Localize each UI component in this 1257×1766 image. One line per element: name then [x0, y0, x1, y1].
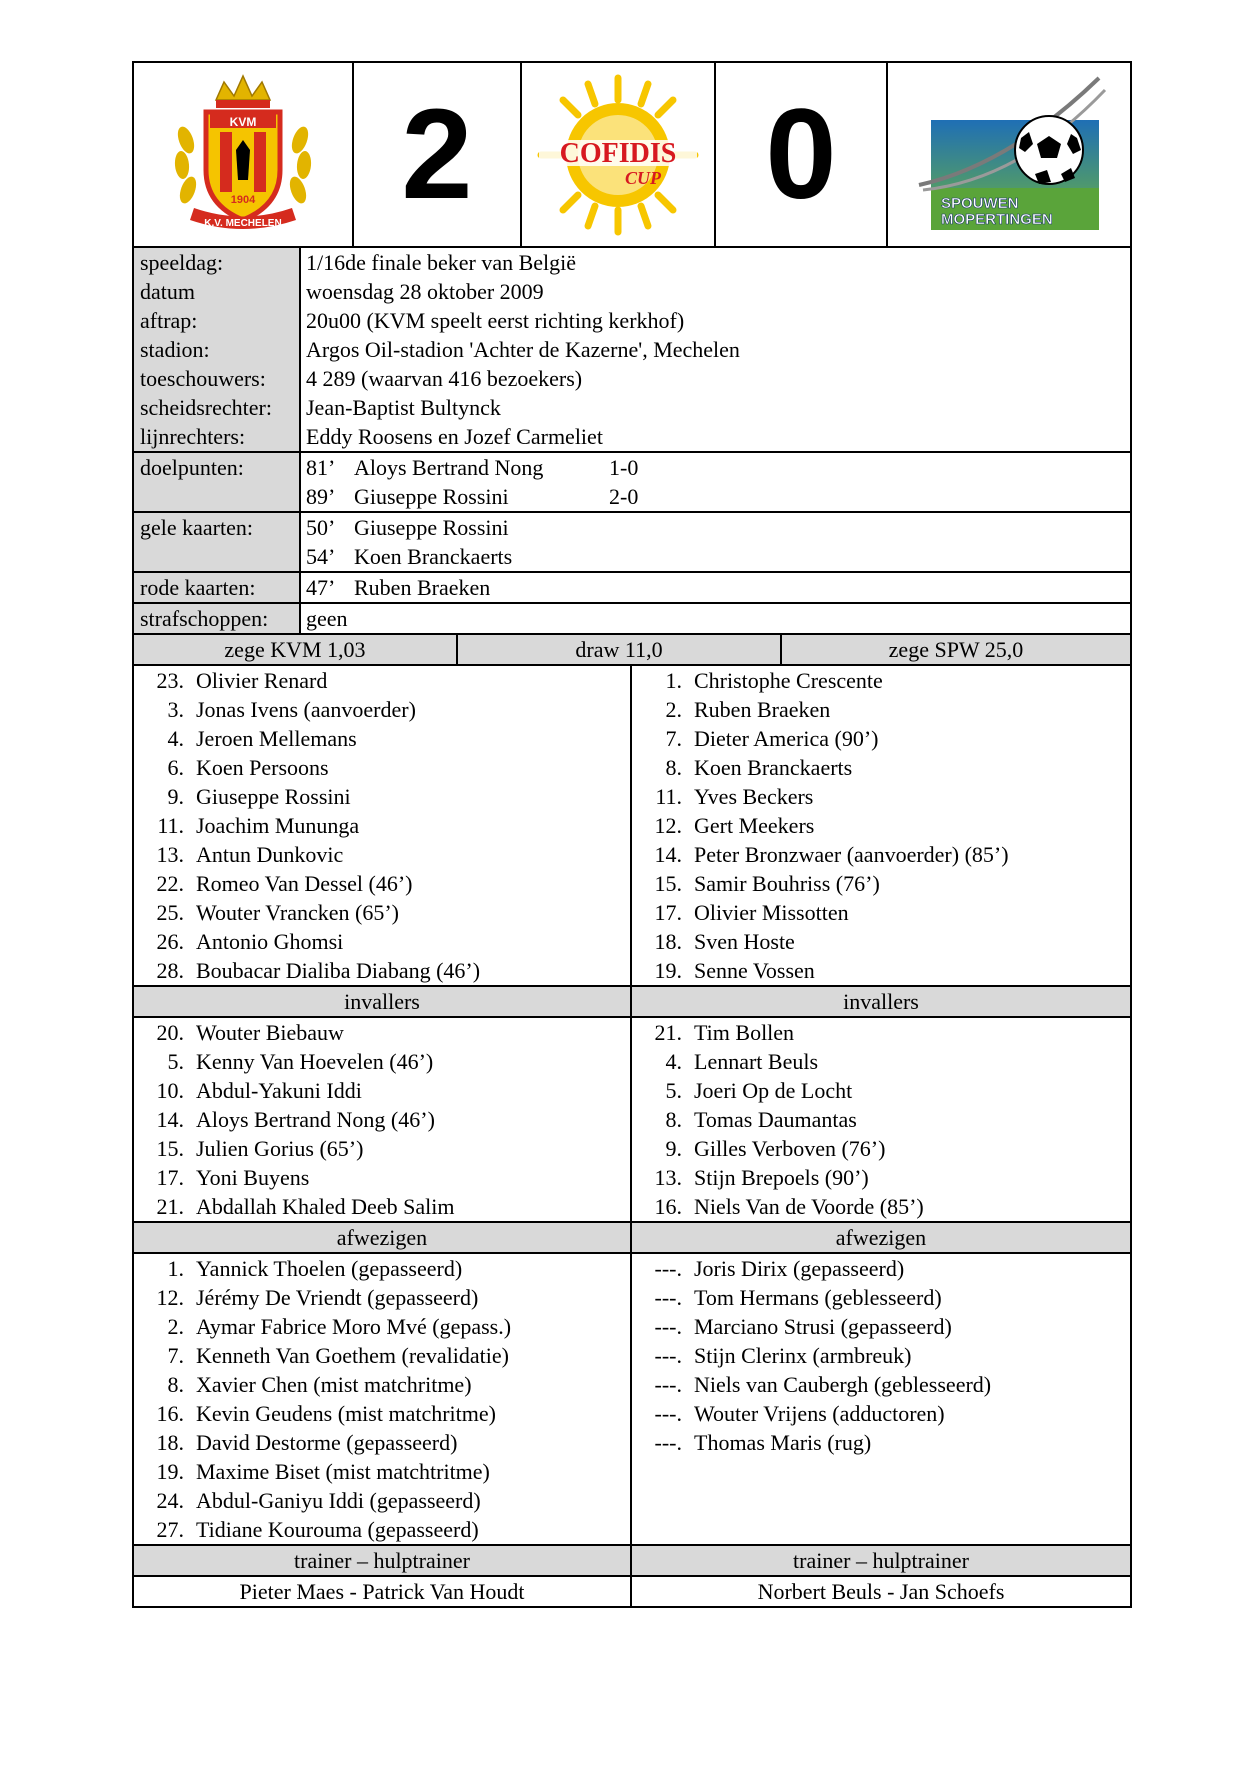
lineup-row: [632, 898, 1130, 927]
player-number: 16.: [654, 1194, 682, 1219]
player-number: 11.: [655, 784, 682, 809]
lineup-row: [134, 666, 630, 695]
player-number: 18.: [654, 929, 682, 954]
sub-row: [632, 1105, 1130, 1134]
kvm-crest-top-text: KVM: [229, 114, 257, 129]
player-number: 11.: [157, 813, 184, 838]
player-name: Giuseppe Rossini: [196, 784, 351, 809]
player-name: [694, 1457, 1130, 1486]
player-number: 28.: [156, 958, 184, 983]
player-name: Wouter Vrijens (adductoren): [694, 1401, 945, 1426]
player-number: 15.: [156, 1136, 184, 1161]
absent-row: [134, 1428, 630, 1457]
spouwen-mopertingen-logo-icon: [909, 70, 1109, 240]
player-number: 21.: [654, 1020, 682, 1045]
player-name: [694, 1515, 1130, 1544]
absent-row: [632, 1254, 1130, 1283]
player-number: ---.: [654, 1430, 682, 1455]
player-name: Gert Meekers: [694, 813, 815, 838]
player-name: Tomas Daumantas: [694, 1107, 857, 1132]
trainer-header: [134, 1546, 1130, 1577]
goals-label-cell: [134, 453, 301, 511]
player-name: Maxime Biset (mist matchtritme): [196, 1459, 490, 1484]
player-number: [632, 1486, 694, 1515]
card-minute: 47’: [306, 575, 336, 600]
player-number: 5.: [665, 1078, 682, 1103]
cofidis-cup-logo-icon: [533, 70, 703, 240]
player-number: 2.: [665, 697, 682, 722]
info-label: speeldag:: [140, 250, 224, 275]
player-name: Stijn Clerinx (armbreuk): [694, 1343, 912, 1368]
player-name: Koen Branckaerts: [694, 755, 853, 780]
info-label: datum: [140, 279, 195, 304]
general-info-group: [134, 248, 1130, 453]
player-number: 10.: [156, 1078, 184, 1103]
player-name: Wouter Vrancken (65’): [196, 900, 399, 925]
absent-row: [632, 1312, 1130, 1341]
player-name: Joris Dirix (gepasseerd): [694, 1256, 905, 1281]
lineup-row: [632, 956, 1130, 985]
absent-row: [134, 1254, 630, 1283]
info-label: aftrap:: [140, 308, 198, 333]
score-header: [134, 63, 1130, 248]
player-number: 9.: [665, 1136, 682, 1161]
sub-row: [134, 1134, 630, 1163]
penalties-label: strafschoppen:: [140, 606, 269, 631]
player-number: 16.: [156, 1401, 184, 1426]
away-lineup: [632, 666, 1130, 985]
player-name: Yves Beckers: [694, 784, 814, 809]
penalties-label-cell: [134, 604, 301, 633]
player-number: 17.: [654, 900, 682, 925]
absent-row: [632, 1399, 1130, 1428]
player-number: [632, 1515, 694, 1544]
player-name: Boubacar Dialiba Diabang (46’): [196, 958, 481, 983]
info-value-attendance: 4 289 (waarvan 416 bezoekers): [306, 366, 583, 391]
player-name: Yoni Buyens: [196, 1165, 310, 1190]
goal-scorer: Giuseppe Rossini: [354, 484, 509, 509]
card-minute: 54’: [306, 544, 336, 569]
sub-row: [632, 1047, 1130, 1076]
absent-row: [632, 1515, 1130, 1544]
odds-home: zege KVM 1,03: [134, 635, 458, 664]
player-number: 2.: [167, 1314, 184, 1339]
player-number: 21.: [156, 1194, 184, 1219]
away-score: 0: [765, 82, 837, 226]
yellow-card-row: [306, 542, 1130, 571]
player-name: Kenneth Van Goethem (revalidatie): [196, 1343, 509, 1368]
player-name: Romeo Van Dessel (46’): [196, 871, 413, 896]
red-label-cell: [134, 573, 301, 602]
yellow-label-cell: [134, 513, 301, 571]
info-label: toeschouwers:: [140, 366, 266, 391]
away-subs: [632, 1018, 1130, 1221]
info-value-stadium: Argos Oil-stadion 'Achter de Kazerne', Mechelen: [306, 337, 740, 362]
player-number: 13.: [654, 1165, 682, 1190]
absent-row: [134, 1312, 630, 1341]
general-info-labels: [134, 248, 301, 451]
penalties-value: geen: [306, 606, 348, 631]
player-number: 20.: [156, 1020, 184, 1045]
absent-row: [134, 1399, 630, 1428]
info-value-linesmen: Eddy Roosens en Jozef Carmeliet: [306, 424, 603, 449]
sub-row: [632, 1076, 1130, 1105]
player-name: Senne Vossen: [694, 958, 815, 983]
goal-score: 1-0: [609, 455, 639, 480]
sub-row: [134, 1163, 630, 1192]
player-number: 12.: [654, 813, 682, 838]
player-name: Niels van Caubergh (geblesseerd): [694, 1372, 992, 1397]
lineup-row: [632, 869, 1130, 898]
player-name: Sven Hoste: [694, 929, 795, 954]
home-score: 2: [401, 82, 473, 226]
spouwen-logo-line2: MOPERTINGEN: [941, 210, 1053, 228]
kvm-crest-year: 1904: [230, 193, 256, 206]
player-number: 9.: [167, 784, 184, 809]
home-absent-title: afwezigen: [134, 1223, 632, 1252]
sub-row: [632, 1018, 1130, 1047]
sub-row: [134, 1076, 630, 1105]
player-name: Jonas Ivens (aanvoerder): [196, 697, 416, 722]
home-subs-title: invallers: [134, 987, 632, 1016]
player-name: Olivier Missotten: [694, 900, 849, 925]
absent-row: [632, 1370, 1130, 1399]
penalties-group: [134, 604, 1130, 635]
cofidis-logo-line1: COFIDIS: [559, 137, 677, 169]
lineups: [134, 666, 1130, 987]
player-number: 15.: [654, 871, 682, 896]
player-name: Dieter America (90’): [694, 726, 879, 751]
sub-row: [632, 1163, 1130, 1192]
match-report-sheet: [132, 61, 1132, 1608]
goal-minute: 89’: [306, 484, 336, 509]
trainers-row: [134, 1577, 1130, 1606]
away-trainers: Norbert Beuls - Jan Schoefs: [757, 1579, 1005, 1604]
player-name: Julien Gorius (65’): [196, 1136, 364, 1161]
player-number: ---.: [654, 1401, 682, 1426]
kvm-crest-bottom-text: K.V. MECHELEN: [204, 217, 282, 229]
player-name: Joeri Op de Locht: [694, 1078, 853, 1103]
player-number: ---.: [654, 1372, 682, 1397]
player-name: Kevin Geudens (mist matchritme): [196, 1401, 496, 1426]
player-name: Samir Bouhriss (76’): [694, 871, 880, 896]
player-name: Gilles Verboven (76’): [694, 1136, 886, 1161]
player-name: Lennart Beuls: [694, 1049, 819, 1074]
player-name: Kenny Van Hoevelen (46’): [196, 1049, 434, 1074]
absent-row: [134, 1341, 630, 1370]
lineup-row: [632, 782, 1130, 811]
info-value-kickoff: 20u00 (KVM speelt eerst richting kerkhof): [306, 308, 685, 333]
away-absent-title: afwezigen: [835, 1225, 927, 1250]
goal-score: 2-0: [609, 484, 639, 509]
sub-row: [134, 1047, 630, 1076]
player-name: Aloys Bertrand Nong (46’): [196, 1107, 435, 1132]
home-trainer-title: trainer – hulptrainer: [134, 1546, 632, 1575]
home-subs: [134, 1018, 632, 1221]
player-name: David Destorme (gepasseerd): [196, 1430, 458, 1455]
player-number: 13.: [156, 842, 184, 867]
player-name: Yannick Thoelen (gepasseerd): [196, 1256, 463, 1281]
sub-row: [134, 1105, 630, 1134]
red-cards-values: [301, 573, 1130, 602]
player-number: 24.: [156, 1488, 184, 1513]
card-player: Giuseppe Rossini: [354, 515, 509, 540]
home-logo-cell: [134, 63, 354, 246]
away-subs-title: invallers: [843, 989, 919, 1014]
card-minute: 50’: [306, 515, 336, 540]
lineup-row: [632, 840, 1130, 869]
absent-row: [134, 1486, 630, 1515]
player-number: 19.: [654, 958, 682, 983]
player-name: Abdul-Yakuni Iddi: [196, 1078, 362, 1103]
player-name: Ruben Braeken: [694, 697, 831, 722]
absent-row: [632, 1283, 1130, 1312]
goal-row: [306, 482, 1130, 511]
player-name: Thomas Maris (rug): [694, 1430, 872, 1455]
player-name: Marciano Strusi (gepasseerd): [694, 1314, 952, 1339]
player-number: ---.: [654, 1256, 682, 1281]
goals-values: [301, 453, 1130, 511]
cofidis-logo-line2: CUP: [625, 167, 661, 188]
player-name: Abdallah Khaled Deeb Salim: [196, 1194, 455, 1219]
absent-row: [134, 1370, 630, 1399]
kvm-crest-icon: [168, 70, 318, 240]
away-absent: [632, 1254, 1130, 1544]
info-label: stadion:: [140, 337, 210, 362]
player-name: Wouter Biebauw: [196, 1020, 344, 1045]
sub-row: [632, 1192, 1130, 1221]
lineup-row: [134, 840, 630, 869]
player-name: Stijn Brepoels (90’): [694, 1165, 869, 1190]
absent-row: [632, 1341, 1130, 1370]
player-number: ---.: [654, 1285, 682, 1310]
absent-row: [134, 1457, 630, 1486]
info-label: scheidsrechter:: [140, 395, 272, 420]
sub-row: [134, 1192, 630, 1221]
player-name: Aymar Fabrice Moro Mvé (gepass.): [196, 1314, 512, 1339]
home-score-cell: [354, 63, 522, 246]
player-name: Olivier Renard: [196, 668, 328, 693]
player-number: 8.: [167, 1372, 184, 1397]
home-absent: [134, 1254, 632, 1544]
player-number: 14.: [654, 842, 682, 867]
player-name: Jérémy De Vriendt (gepasseerd): [196, 1285, 479, 1310]
player-number: 6.: [167, 755, 184, 780]
home-lineup: [134, 666, 632, 985]
goal-row: [306, 453, 1130, 482]
lineup-row: [134, 811, 630, 840]
goals-label: doelpunten:: [140, 455, 244, 480]
player-number: 23.: [156, 668, 184, 693]
player-number: 14.: [156, 1107, 184, 1132]
player-number: 22.: [156, 871, 184, 896]
info-value-referee: Jean-Baptist Bultynck: [306, 395, 501, 420]
match-info: [134, 248, 1130, 635]
goal-minute: 81’: [306, 455, 336, 480]
player-name: Xavier Chen (mist matchritme): [196, 1372, 472, 1397]
player-number: 1.: [665, 668, 682, 693]
home-trainers: Pieter Maes - Patrick Van Houdt: [134, 1577, 632, 1606]
player-number: 27.: [156, 1517, 184, 1542]
card-player: Ruben Braeken: [354, 575, 491, 600]
player-name: [694, 1486, 1130, 1515]
odds-row: [134, 635, 1130, 666]
player-name: Antonio Ghomsi: [196, 929, 344, 954]
player-number: 4.: [665, 1049, 682, 1074]
absent-header: [134, 1223, 1130, 1254]
cup-logo-cell: [522, 63, 716, 246]
player-name: Antun Dunkovic: [196, 842, 344, 867]
card-player: Koen Branckaerts: [354, 544, 513, 569]
player-number: 19.: [156, 1459, 184, 1484]
player-number: 8.: [665, 1107, 682, 1132]
player-number: [632, 1457, 694, 1486]
player-number: 4.: [167, 726, 184, 751]
lineup-row: [632, 666, 1130, 695]
info-value-date: woensdag 28 oktober 2009: [306, 279, 544, 304]
player-number: 7.: [665, 726, 682, 751]
absent-row: [134, 1283, 630, 1312]
player-number: ---.: [654, 1314, 682, 1339]
player-name: Abdul-Ganiyu Iddi (gepasseerd): [196, 1488, 481, 1513]
info-label: lijnrechters:: [140, 424, 246, 449]
player-number: ---.: [654, 1343, 682, 1368]
player-name: Tom Hermans (geblesseerd): [694, 1285, 942, 1310]
player-number: 8.: [665, 755, 682, 780]
player-number: 12.: [156, 1285, 184, 1310]
player-number: 18.: [156, 1430, 184, 1455]
lineup-row: [134, 898, 630, 927]
player-number: 17.: [156, 1165, 184, 1190]
sub-row: [632, 1134, 1130, 1163]
sub-row: [134, 1018, 630, 1047]
yellow-card-row: [306, 513, 1130, 542]
lineup-row: [134, 782, 630, 811]
yellow-cards-label: gele kaarten:: [140, 515, 253, 540]
lineup-row: [632, 695, 1130, 724]
lineup-row: [134, 956, 630, 985]
lineup-row: [134, 695, 630, 724]
absent-row: [134, 1515, 630, 1544]
odds-away: zege SPW 25,0: [888, 637, 1024, 662]
penalties-values: [301, 604, 1130, 633]
player-number: 1.: [167, 1256, 184, 1281]
absent-row: [632, 1428, 1130, 1457]
info-value-matchday: 1/16de finale beker van België: [306, 250, 577, 275]
absent-row: [632, 1486, 1130, 1515]
lineup-row: [632, 724, 1130, 753]
goals-group: [134, 453, 1130, 513]
yellow-cards-values: [301, 513, 1130, 571]
lineup-row: [134, 869, 630, 898]
away-logo-cell: [888, 63, 1130, 246]
player-name: Tidiane Kourouma (gepasseerd): [196, 1517, 479, 1542]
player-number: 26.: [156, 929, 184, 954]
player-number: 25.: [156, 900, 184, 925]
player-name: Jeroen Mellemans: [196, 726, 357, 751]
lineup-row: [632, 811, 1130, 840]
substitutes: [134, 1018, 1130, 1223]
odds-draw: draw 11,0: [458, 635, 782, 664]
lineup-row: [134, 724, 630, 753]
player-name: Peter Bronzwaer (aanvoerder) (85’): [694, 842, 1009, 867]
red-cards-group: [134, 573, 1130, 604]
red-card-row: [306, 573, 1130, 602]
red-cards-label: rode kaarten:: [140, 575, 256, 600]
player-number: 5.: [167, 1049, 184, 1074]
lineup-row: [134, 927, 630, 956]
lineup-row: [632, 753, 1130, 782]
player-name: Tim Bollen: [694, 1020, 795, 1045]
player-name: Koen Persoons: [196, 755, 329, 780]
spouwen-logo-line1: SPOUWEN: [941, 194, 1019, 212]
lineup-row: [134, 753, 630, 782]
yellow-cards-group: [134, 513, 1130, 573]
absent-row: [632, 1457, 1130, 1486]
general-info-values: [301, 248, 1130, 451]
player-name: Niels Van de Voorde (85’): [694, 1194, 924, 1219]
away-trainer-title: trainer – hulptrainer: [793, 1548, 969, 1573]
goal-scorer: Aloys Bertrand Nong: [354, 455, 544, 480]
away-score-cell: [716, 63, 888, 246]
player-number: 7.: [167, 1343, 184, 1368]
player-name: Christophe Crescente: [694, 668, 883, 693]
player-number: 3.: [167, 697, 184, 722]
player-name: Joachim Mununga: [196, 813, 360, 838]
lineup-row: [632, 927, 1130, 956]
subs-header: [134, 987, 1130, 1018]
absentees: [134, 1254, 1130, 1546]
